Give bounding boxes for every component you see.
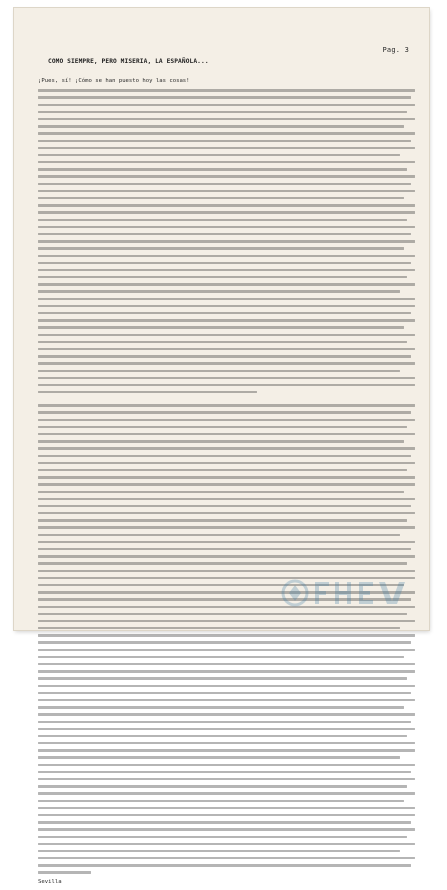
- typed-line: [38, 96, 411, 98]
- typed-line: [38, 140, 411, 142]
- typed-line: [38, 728, 415, 730]
- typed-line: [38, 440, 404, 442]
- typed-line: [38, 613, 407, 615]
- typed-line: [38, 562, 407, 564]
- illegible-text-block-1: [38, 89, 415, 393]
- typed-line: [38, 370, 400, 372]
- document-page: [14, 8, 429, 885]
- typed-line: [38, 735, 407, 737]
- typed-line: [38, 411, 411, 413]
- typed-line: [38, 183, 411, 185]
- watermark-icon: [281, 576, 411, 610]
- typed-line: [38, 541, 415, 543]
- typed-line: [38, 491, 404, 493]
- typed-line: [38, 111, 407, 113]
- typed-line: [38, 785, 407, 787]
- typed-line: [38, 247, 404, 249]
- typed-line: [38, 384, 415, 386]
- typed-line: [38, 699, 415, 701]
- typed-line: [38, 836, 407, 838]
- typed-line: [38, 677, 407, 679]
- typed-line: [38, 548, 411, 550]
- typed-line: [38, 125, 404, 127]
- typed-line: [38, 555, 415, 557]
- typed-line: [38, 570, 415, 572]
- typed-line: [38, 276, 407, 278]
- typed-line: [38, 807, 415, 809]
- typed-line: [38, 692, 411, 694]
- typed-line: [38, 154, 400, 156]
- illegible-text-block-2: [38, 404, 415, 874]
- typed-line: [38, 197, 404, 199]
- typed-line: [38, 175, 415, 177]
- typed-line: [38, 190, 415, 192]
- typed-line: [38, 290, 400, 292]
- typed-line: [38, 685, 415, 687]
- typed-line: [38, 483, 415, 485]
- typed-line: [38, 534, 400, 536]
- typed-line: [38, 469, 407, 471]
- typed-line: [38, 620, 415, 622]
- typed-line: [38, 742, 415, 744]
- paragraph-opening: [38, 78, 415, 85]
- typed-line: [38, 828, 415, 830]
- typed-line: [38, 211, 415, 213]
- typed-line: [38, 713, 415, 715]
- typed-line: [38, 219, 407, 221]
- typed-line: [38, 627, 400, 629]
- document-header: COMO SIEMPRE, PERO MISERIA, LA ESPAÑOLA...: [48, 58, 209, 65]
- typed-line: [38, 362, 415, 364]
- typed-line: [38, 391, 257, 393]
- typed-line: [38, 433, 415, 435]
- typed-line: [38, 771, 411, 773]
- typed-line: [38, 764, 415, 766]
- typed-line: [38, 283, 415, 285]
- typed-line: [38, 426, 407, 428]
- typed-line: [38, 334, 415, 336]
- typed-line: [38, 404, 415, 406]
- typed-line: [38, 864, 411, 866]
- typed-line: [38, 850, 400, 852]
- typed-line: [38, 821, 411, 823]
- typed-line: [38, 341, 407, 343]
- typed-line: [38, 476, 415, 478]
- typed-line: [38, 233, 411, 235]
- paragraph-city-mention: [38, 879, 415, 886]
- typed-line: [38, 871, 91, 873]
- page-number: Pag. 3: [382, 46, 409, 54]
- typed-line: [38, 462, 415, 464]
- typed-line: [38, 348, 415, 350]
- typed-line: [38, 161, 415, 163]
- typed-line: [38, 89, 415, 91]
- typed-line: [38, 721, 411, 723]
- typed-line: [38, 419, 415, 421]
- typed-line: [38, 312, 411, 314]
- typed-line: [38, 319, 415, 321]
- archive-watermark-logo: [281, 576, 411, 610]
- typed-line: [38, 800, 404, 802]
- typed-line: [38, 305, 415, 307]
- document-body: [38, 78, 415, 890]
- typed-line: [38, 519, 407, 521]
- typed-line: [38, 706, 404, 708]
- typed-line: [38, 749, 415, 751]
- typed-line: [38, 132, 415, 134]
- typed-line: [38, 168, 407, 170]
- typed-line: [38, 857, 415, 859]
- typed-line: [38, 118, 415, 120]
- typed-line: [38, 240, 415, 242]
- typed-line: [38, 656, 404, 658]
- typed-line: [38, 104, 415, 106]
- typed-line: [38, 505, 411, 507]
- typed-line: [38, 204, 415, 206]
- typed-line: [38, 355, 411, 357]
- city-name: Sevilla: [38, 878, 62, 885]
- typed-line: [38, 792, 415, 794]
- typed-line: [38, 147, 415, 149]
- typed-line: [38, 649, 415, 651]
- typed-line: [38, 498, 415, 500]
- typed-line: [38, 663, 415, 665]
- typed-line: [38, 269, 415, 271]
- typed-line: [38, 670, 415, 672]
- typed-line: [38, 298, 415, 300]
- typed-line: [38, 526, 415, 528]
- typed-line: [38, 226, 415, 228]
- typed-line: [38, 447, 415, 449]
- typed-line: [38, 778, 415, 780]
- typed-line: [38, 262, 411, 264]
- typed-line: [38, 634, 415, 636]
- typed-line: [38, 843, 415, 845]
- opening-phrase: ¡Pues, sí! ¡Cómo se han puesto hoy las cosas!: [38, 78, 190, 84]
- typed-line: [38, 326, 404, 328]
- typed-line: [38, 512, 415, 514]
- typed-line: [38, 814, 415, 816]
- typed-line: [38, 641, 411, 643]
- typed-line: [38, 756, 400, 758]
- typed-line: [38, 377, 415, 379]
- typed-line: [38, 255, 415, 257]
- typed-line: [38, 455, 411, 457]
